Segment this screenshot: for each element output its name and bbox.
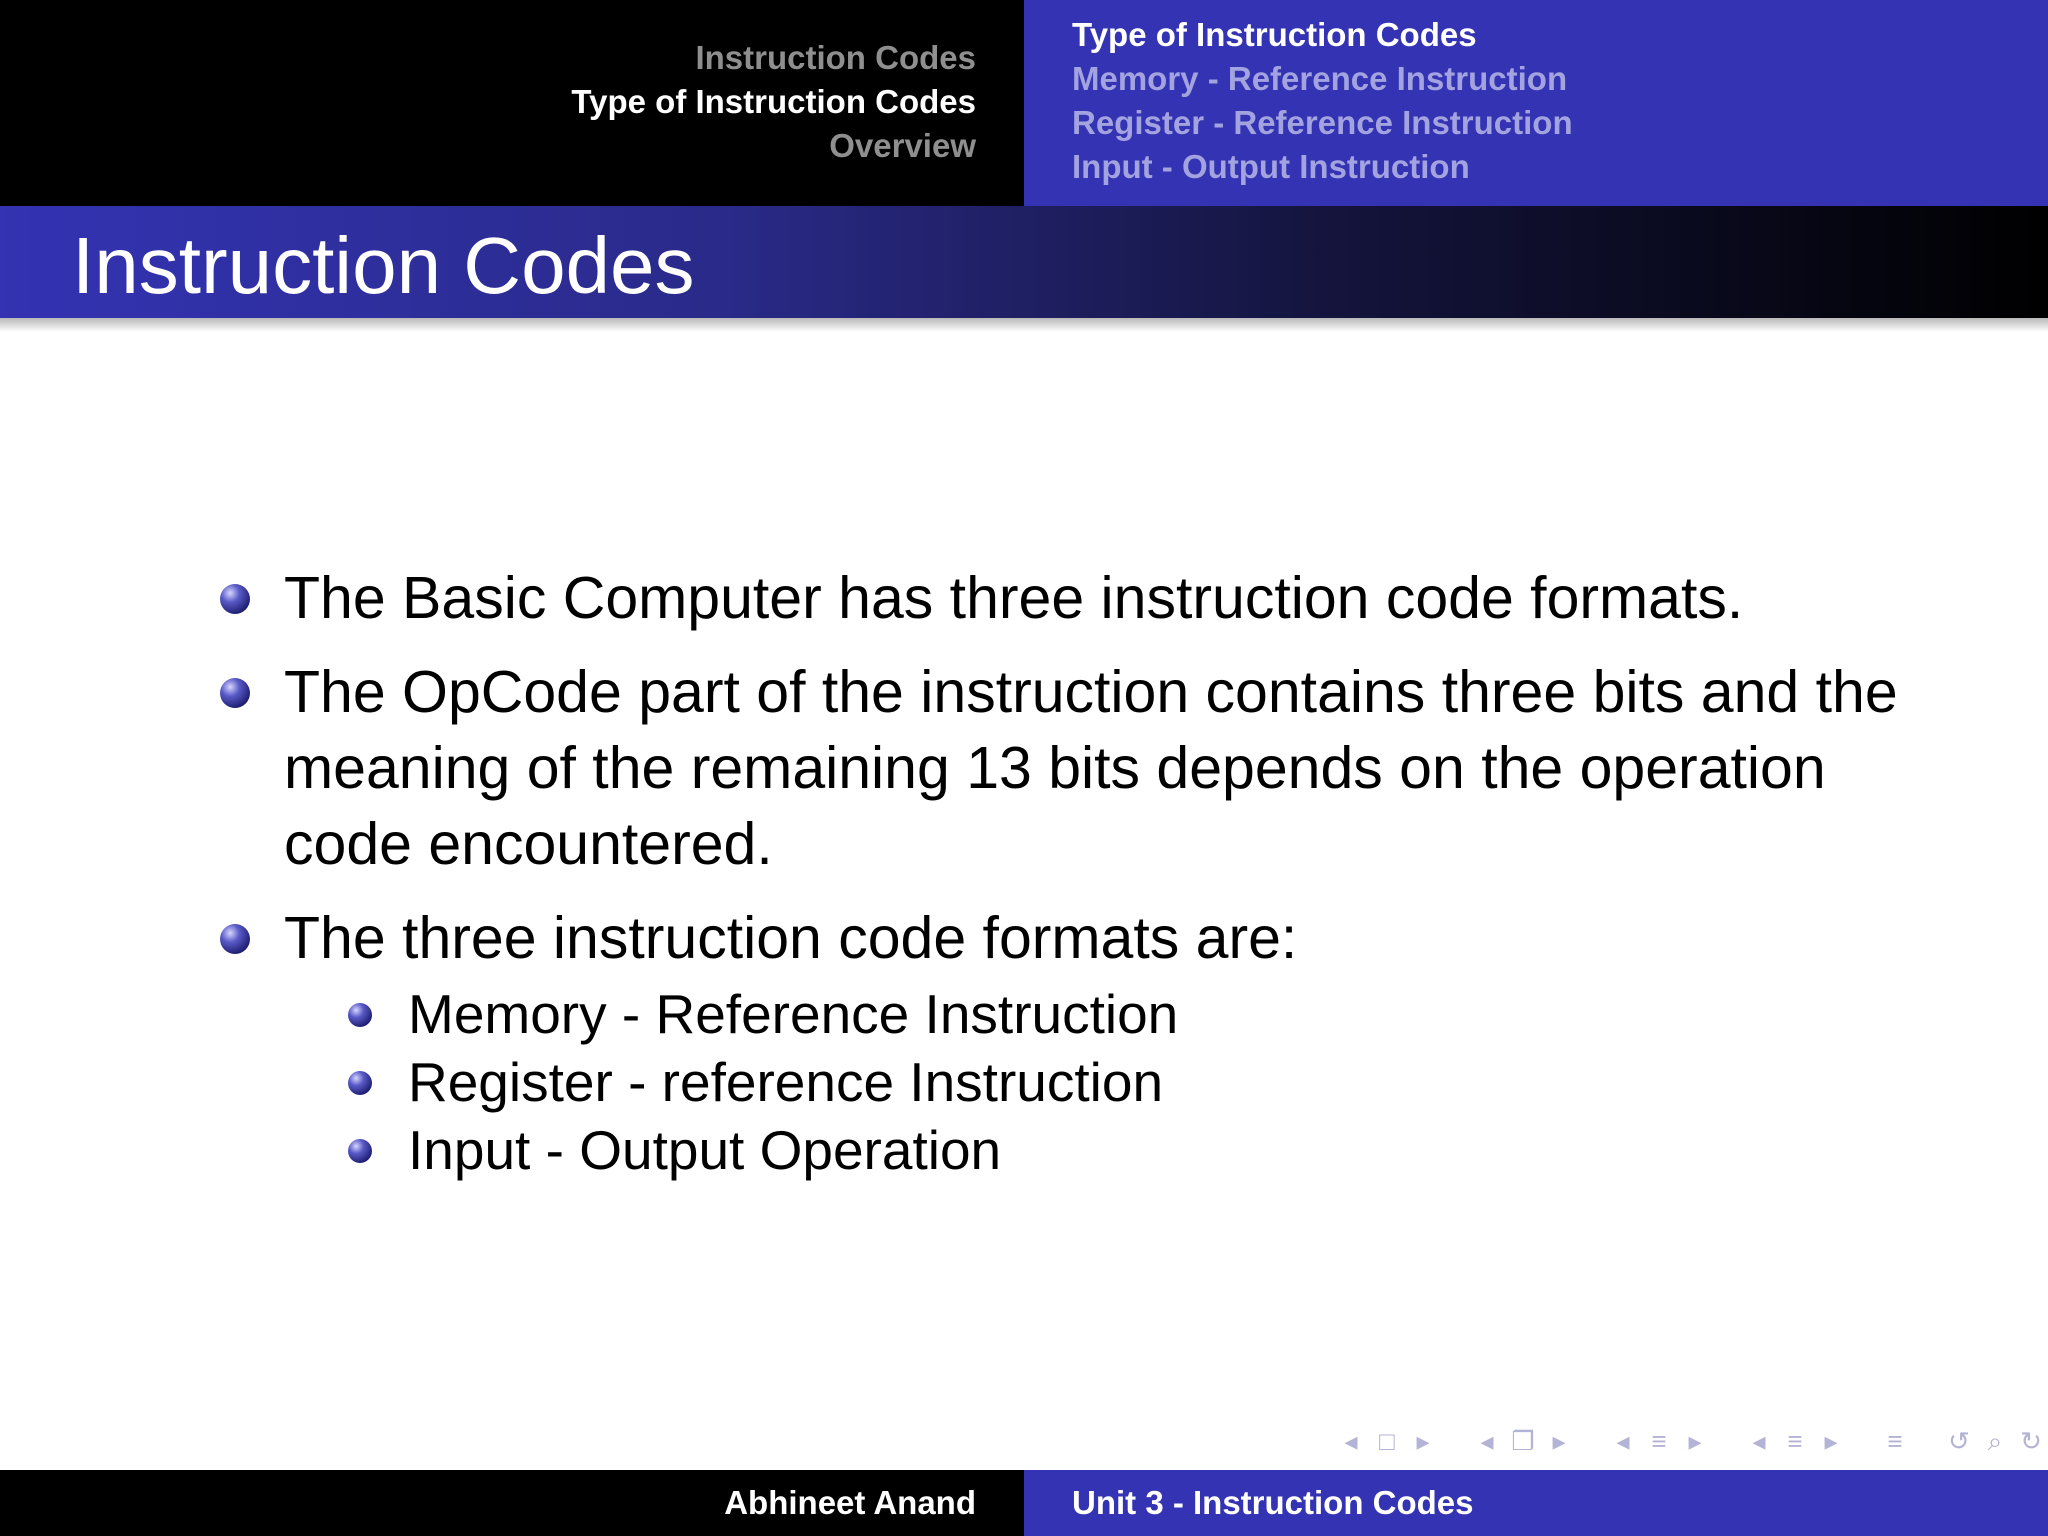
bullet-text: The OpCode part of the instruction contains three bits and the meaning of the remaining 13 bits depends on the operation code encountered. <box>284 659 1898 877</box>
footer-author-panel <box>0 1470 1024 1536</box>
subsection-link-memory-reference[interactable]: Memory - Reference Instruction <box>1072 60 1568 97</box>
nav-search-icon[interactable]: ⌕ <box>1987 1426 2003 1456</box>
bullet-text: The three instruction code formats are: <box>284 905 1298 971</box>
footer-title: Unit 3 - Instruction Codes <box>1072 1484 1474 1521</box>
footer-author: Abhineet Anand <box>724 1484 976 1521</box>
nav-frame-icon[interactable]: ❐ <box>1511 1426 1535 1456</box>
bullet-ball-icon <box>220 584 250 614</box>
beamer-header <box>0 0 2048 206</box>
nav-prev-section-icon[interactable]: ◂ <box>1752 1426 1766 1456</box>
header-sections-panel <box>0 0 1024 206</box>
section-link-type-of-instruction-codes[interactable]: Type of Instruction Codes <box>571 83 976 120</box>
sub-bullet-item <box>218 1048 1918 1116</box>
nav-prev-frame-icon[interactable]: ◂ <box>1480 1426 1494 1456</box>
nav-forward-icon[interactable]: ↻ <box>2020 1426 2042 1456</box>
nav-section-icon[interactable]: ≡ <box>1787 1426 1803 1456</box>
subsection-list <box>1072 13 1573 189</box>
nav-document-icon[interactable]: ≡ <box>1887 1426 1903 1456</box>
sub-bullet-item <box>218 1116 1918 1184</box>
bullet-item <box>218 900 1918 1184</box>
beamer-navigation-bar <box>1336 1426 2046 1456</box>
slide-content <box>218 560 1918 1202</box>
sub-bullet-list <box>284 980 1918 1184</box>
nav-slide-icon[interactable]: □ <box>1379 1426 1395 1456</box>
footer-title-panel <box>1024 1470 2048 1536</box>
sub-bullet-text: Memory - Reference Instruction <box>408 983 1179 1045</box>
nav-next-section-icon[interactable]: ▸ <box>1824 1426 1838 1456</box>
section-list <box>571 36 976 168</box>
subsection-link-type-of-instruction-codes[interactable]: Type of Instruction Codes <box>1072 16 1477 53</box>
nav-subsection-icon[interactable]: ≡ <box>1651 1426 1667 1456</box>
bullet-item <box>218 560 1918 636</box>
section-link-instruction-codes[interactable]: Instruction Codes <box>695 39 976 76</box>
nav-next-slide-icon[interactable]: ▸ <box>1416 1426 1430 1456</box>
bullet-ball-icon <box>220 924 250 954</box>
nav-back-icon[interactable]: ↺ <box>1948 1426 1970 1456</box>
sub-bullet-ball-icon <box>348 1003 372 1027</box>
nav-prev-subsection-icon[interactable]: ◂ <box>1616 1426 1630 1456</box>
subsection-link-input-output[interactable]: Input - Output Instruction <box>1072 148 1470 185</box>
sub-bullet-text: Input - Output Operation <box>408 1119 1002 1181</box>
frame-title-bar <box>0 206 2048 318</box>
subsection-link-register-reference[interactable]: Register - Reference Instruction <box>1072 104 1573 141</box>
nav-prev-slide-icon[interactable]: ◂ <box>1344 1426 1358 1456</box>
section-link-overview[interactable]: Overview <box>829 127 976 164</box>
beamer-footer <box>0 1470 2048 1536</box>
nav-next-frame-icon[interactable]: ▸ <box>1552 1426 1566 1456</box>
bullet-text: The Basic Computer has three instruction code formats. <box>284 565 1744 631</box>
bullet-ball-icon <box>220 678 250 708</box>
sub-bullet-item <box>218 980 1918 1048</box>
frame-title: Instruction Codes <box>72 221 695 310</box>
sub-bullet-text: Register - reference Instruction <box>408 1051 1164 1113</box>
bullet-item <box>218 654 1918 882</box>
sub-bullet-ball-icon <box>348 1139 372 1163</box>
nav-next-subsection-icon[interactable]: ▸ <box>1688 1426 1702 1456</box>
header-subsections-panel <box>1024 0 2048 206</box>
sub-bullet-ball-icon <box>348 1071 372 1095</box>
frame-title-shadow <box>0 318 2048 332</box>
